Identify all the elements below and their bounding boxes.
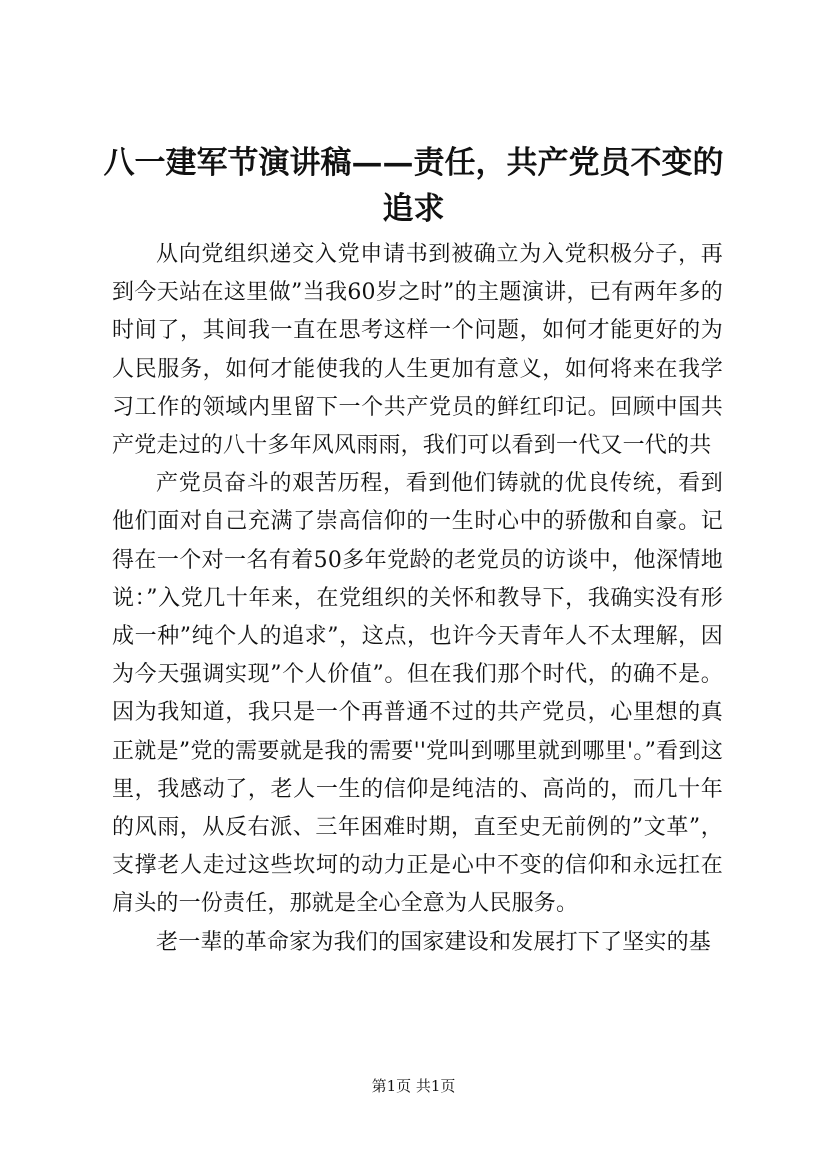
- document-body: [112, 236, 723, 962]
- document-title: 八一建军节演讲稿——责任，共产党员不变的追求: [103, 145, 724, 227]
- paragraph-3: 老一辈的革命家为我们的国家建设和发展打下了坚实的基: [156, 929, 712, 955]
- paragraph-2: 产党员奋斗的艰苦历程，看到他们铸就的优良传统，看到他们面对自己充满了崇高信仰的一生时心中的骄傲和自豪。记得在一个对一名有着50多年党龄的老党员的访谈中，他深情地说：”入党几十年来，在党组织的关怀和教导下，我确实没有形成一种”纯个人的追求”，这点，也许今天青年人不太理解，因为今天强调实现”个人价值”。但在我们那个时代，的确不是。因为我知道，我只是一个再普通不过的共产党员，心里想的真正就是”党的需要就是我的需要''党叫到哪里就到哪里'。”看到这里，我感动了，老人一生的信仰是纯洁的、高尚的，而几十年的风雨，从反右派、三年困难时期，直至史无前例的”文革”，支撑老人走过这些坎坷的动力正是心中不变的信仰和永远扛在肩头的一份责任，那就是全心全意为人民服务。: [112, 471, 723, 917]
- paragraph-1: 从向党组织递交入党申请书到被确立为入党积极分子，再到今天站在这里做”当我60岁之时”的主题演讲，已有两年多的时间了，其间我一直在思考这样一个问题，如何才能更好的为人民服务，如何才能使我的人生更加有意义，如何将来在我学习工作的领域内里留下一个共产党员的鲜红印记。回顾中国共产党走过的八十多年风风雨雨，我们可以看到一代又一代的共: [112, 242, 723, 459]
- page-footer: 第1页 共1页: [371, 1077, 456, 1095]
